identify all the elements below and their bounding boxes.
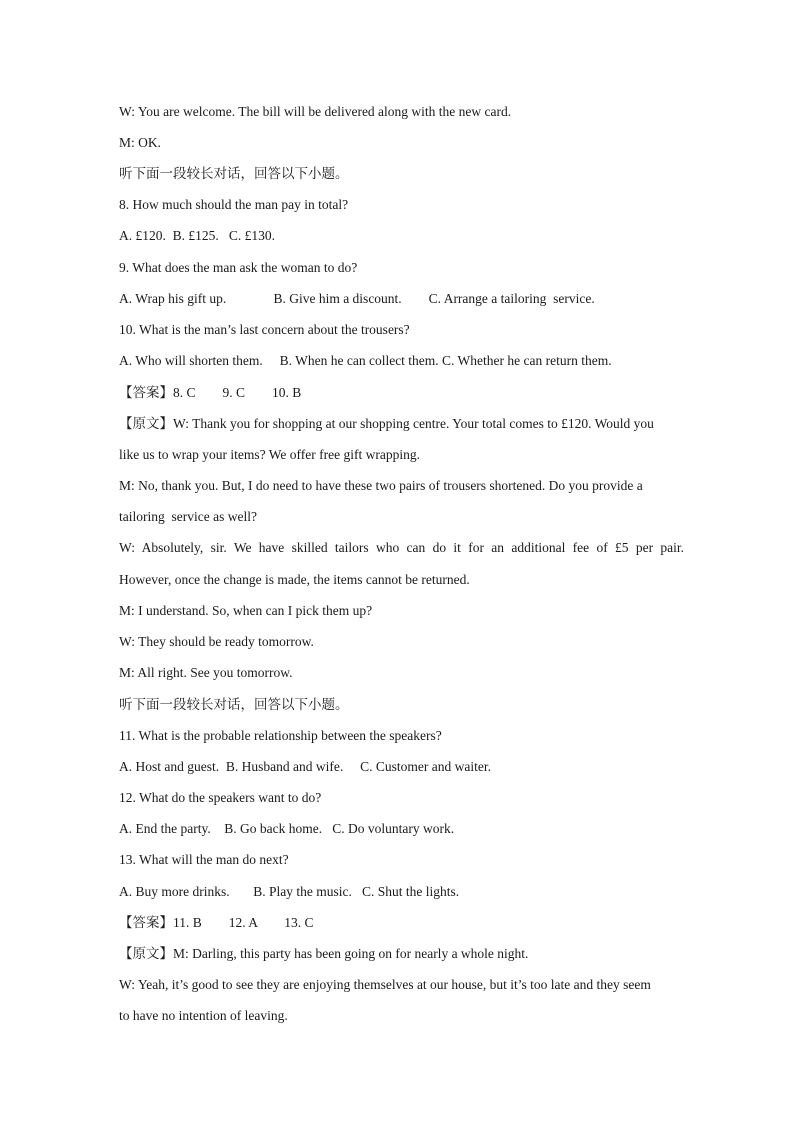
question-9: 9. What does the man ask the woman to do? [119, 260, 358, 275]
answer-key: 【答案】11. B 12. A 13. C [119, 915, 314, 930]
dialogue-line: W: You are welcome. The bill will be delivered along with the new card. [119, 104, 512, 119]
options-13: A. Buy more drinks. B. Play the music. C. Shut the lights. [119, 884, 460, 899]
transcript-line: W: Absolutely, sir. We have skilled tailors who can do it for an additional fee of £5 per pair. [119, 540, 684, 555]
transcript-line: like us to wrap your items? We offer free gift wrapping. [119, 447, 420, 462]
options-10: A. Who will shorten them. B. When he can collect them. C. Whether he can return them. [119, 353, 612, 368]
transcript-line: However, once the change is made, the items cannot be returned. [119, 572, 470, 587]
transcript-line: M: I understand. So, when can I pick them up? [119, 603, 373, 618]
question-12: 12. What do the speakers want to do? [119, 790, 322, 805]
options-12: A. End the party. B. Go back home. C. Do voluntary work. [119, 821, 455, 836]
transcript-line: M: No, thank you. But, I do need to have these two pairs of trousers shortened. Do you provide a [119, 478, 643, 493]
answer-key: 【答案】8. C 9. C 10. B [119, 385, 302, 400]
transcript-line: M: All right. See you tomorrow. [119, 665, 293, 680]
dialogue-line: M: OK. [119, 135, 162, 150]
question-11: 11. What is the probable relationship between the speakers? [119, 728, 442, 743]
section-instruction: 听下面一段较长对话，回答以下小题。 [119, 697, 349, 712]
transcript-line: tailoring service as well? [119, 509, 257, 524]
options-11: A. Host and guest. B. Husband and wife. C. Customer and waiter. [119, 759, 491, 774]
options-8: A. £120. B. £125. C. £130. [119, 228, 276, 243]
transcript-line: 【原文】W: Thank you for shopping at our shopping centre. Your total comes to £120. Would you [119, 416, 654, 431]
question-8: 8. How much should the man pay in total? [119, 197, 349, 212]
transcript-line: 【原文】M: Darling, this party has been going on for nearly a whole night. [119, 946, 529, 961]
transcript-line: W: Yeah, it’s good to see they are enjoying themselves at our house, but it’s too late and they seem [119, 977, 651, 992]
options-9: A. Wrap his gift up. B. Give him a discount. C. Arrange a tailoring service. [119, 291, 595, 306]
question-10: 10. What is the man’s last concern about the trousers? [119, 322, 410, 337]
transcript-line: to have no intention of leaving. [119, 1008, 288, 1023]
question-13: 13. What will the man do next? [119, 852, 289, 867]
transcript-line: W: They should be ready tomorrow. [119, 634, 314, 649]
section-instruction: 听下面一段较长对话，回答以下小题。 [119, 166, 349, 181]
